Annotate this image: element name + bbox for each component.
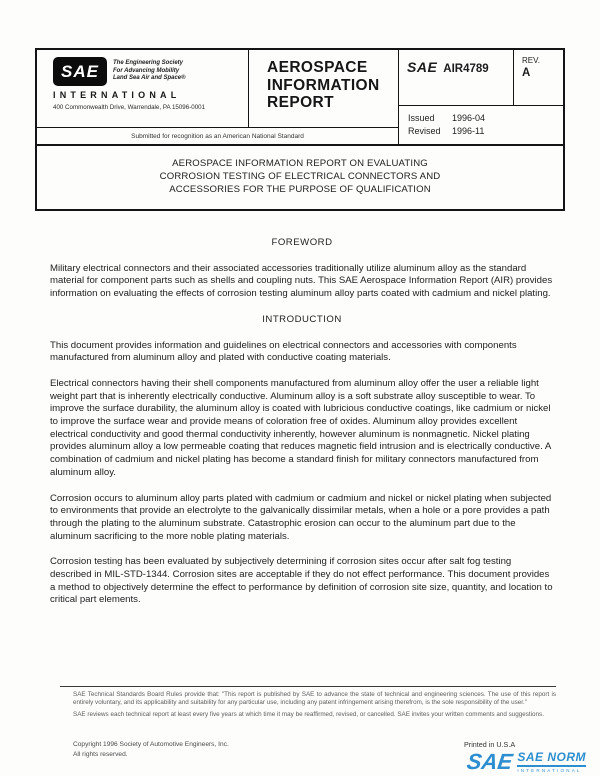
dates-cell (399, 106, 563, 144)
sae-norm-logo (467, 750, 586, 773)
document-body (50, 231, 554, 620)
revised-label: Revised (408, 125, 441, 136)
sae-logo-text: SAE (61, 61, 99, 81)
header-table (35, 48, 565, 146)
header-block (35, 48, 565, 211)
sae-logo-icon (53, 57, 107, 86)
review-notice: SAE reviews each technical report at least every five years at which time it may be reaffirmed, revised, or cancelled. SAE invites your written comments and suggestions. (73, 711, 544, 719)
foreword-paragraph: Military electrical connectors and their associated accessories traditionally utilize aluminum alloy as the standard material for component parts such as shells and coupling nuts. This SAE Aerospace Information Report (AIR) provides information on evaluating the effects of corrosion testing aluminum alloy parts coated with cadmium and nickel plating. (50, 262, 553, 300)
revision-label: REV. (522, 56, 540, 65)
tagline-line-1: The Engineering Society (113, 60, 184, 66)
document-title: AEROSPACE INFORMATION REPORT ON EVALUATING CORROSION TESTING OF ELECTRICAL CONNECTORS AND ACCESSORIES FOR THE PURPOSE OF QUALIFICATION (35, 146, 565, 211)
sae-tagline (113, 57, 186, 83)
copyright-block (73, 740, 229, 759)
sae-norm-name: SAE NORM (517, 750, 586, 767)
header-left (37, 50, 398, 144)
document-type: AEROSPACE INFORMATION REPORT (267, 59, 380, 111)
sae-international-label: INTERNATIONAL (53, 90, 181, 100)
tagline-line-2: For Advancing Mobility (113, 67, 180, 74)
document-number-cell (399, 50, 513, 105)
copyright-line: Copyright 1996 Society of Automotive Engineers, Inc. (73, 741, 229, 748)
revised-value: 1996-11 (452, 125, 485, 136)
header-right (398, 50, 563, 144)
sae-norm-emblem-icon: SAE (465, 748, 515, 774)
revision-value: A (522, 67, 531, 79)
document-number: AIR4789 (443, 63, 489, 75)
publisher-address: 400 Commonwealth Drive, Warrendale, PA 15096-0001 (53, 104, 206, 111)
introduction-paragraph-1: This document provides information and guidelines on electrical connectors and accessories with components manufactured from aluminum alloy and plated with conductive coating materials. (50, 339, 517, 364)
introduction-paragraph-2: Electrical connectors having their shell components manufactured from aluminum alloy offer the user a reliable light weight part that is inherently electrically conductive. Aluminum alloy is a soft substrate alloy susceptible to wear. To improve the surface durability, the aluminum alloy is coated with lubricious conductive coatings, like cadmium or nickel to improve the surface wear and provide means of coloration free of oxides. Aluminum alloy provides excellent electrical conductivity and good thermal conductivity inherently, however aluminum is nonmagnetic. Nickel plating provides aluminum alloy a low permeable coating that reduces magnetic field intrusion and is electrically conductive. A combination of cadmium and nickel plating has become a standard finish for military connectors manufactured from aluminum alloy. (50, 377, 551, 478)
introduction-paragraph-4: Corrosion testing has been evaluated by subjectively determining if corrosion sites occur after salt fog testing described in MIL-STD-1344. Corrosion sites are acceptable if they do not effect performance. This document provides a method to objectively determine the effect to performance by definition of corrosion site size, quantity, and location to critical part elements. (50, 556, 553, 606)
printed-in-label: Printed in U.S.A (464, 740, 516, 749)
sae-norm-subtitle: INTERNATIONAL (517, 768, 582, 773)
rights-line: All rights reserved. (73, 750, 128, 758)
introduction-paragraph-3: Corrosion occurs to aluminum alloy parts plated with cadmium or cadmium and nickel or nickel plating when subjected to environments that provide an electrolyte to the galvanically dissimilar metals, when a hole or a pore provides a path through the plating to the aluminum substrate. Catastrophic erosion can occur to the aluminum part due to the aluminum sacrificing to the more noble plating materials. (50, 492, 552, 542)
issued-value: 1996-04 (452, 113, 486, 123)
issued-row (408, 112, 557, 125)
introduction-heading: INTRODUCTION (262, 313, 342, 325)
revision-cell (513, 50, 563, 105)
standards-board-notice: SAE Technical Standards Board Rules provide that: "This report is published by SAE to advance the state of technical and engineering sciences. The use of this report is entirely voluntary, and its applicability and suitability for any particular use, including any patent infringement arising therefrom, is the sole responsibility of the user." (73, 691, 556, 707)
sae-norm-text (517, 750, 586, 773)
revised-row (408, 125, 557, 138)
issued-label: Issued (408, 113, 435, 123)
tagline-line-3: Land Sea Air and Space® (113, 75, 186, 81)
sae-wordmark: SAE (407, 59, 438, 75)
publisher-cell (37, 50, 249, 127)
ans-recognition-note: Submitted for recognition as an American National Standard (37, 127, 398, 144)
foreword-heading: FOREWORD (271, 237, 333, 248)
footer-notices (60, 686, 556, 724)
